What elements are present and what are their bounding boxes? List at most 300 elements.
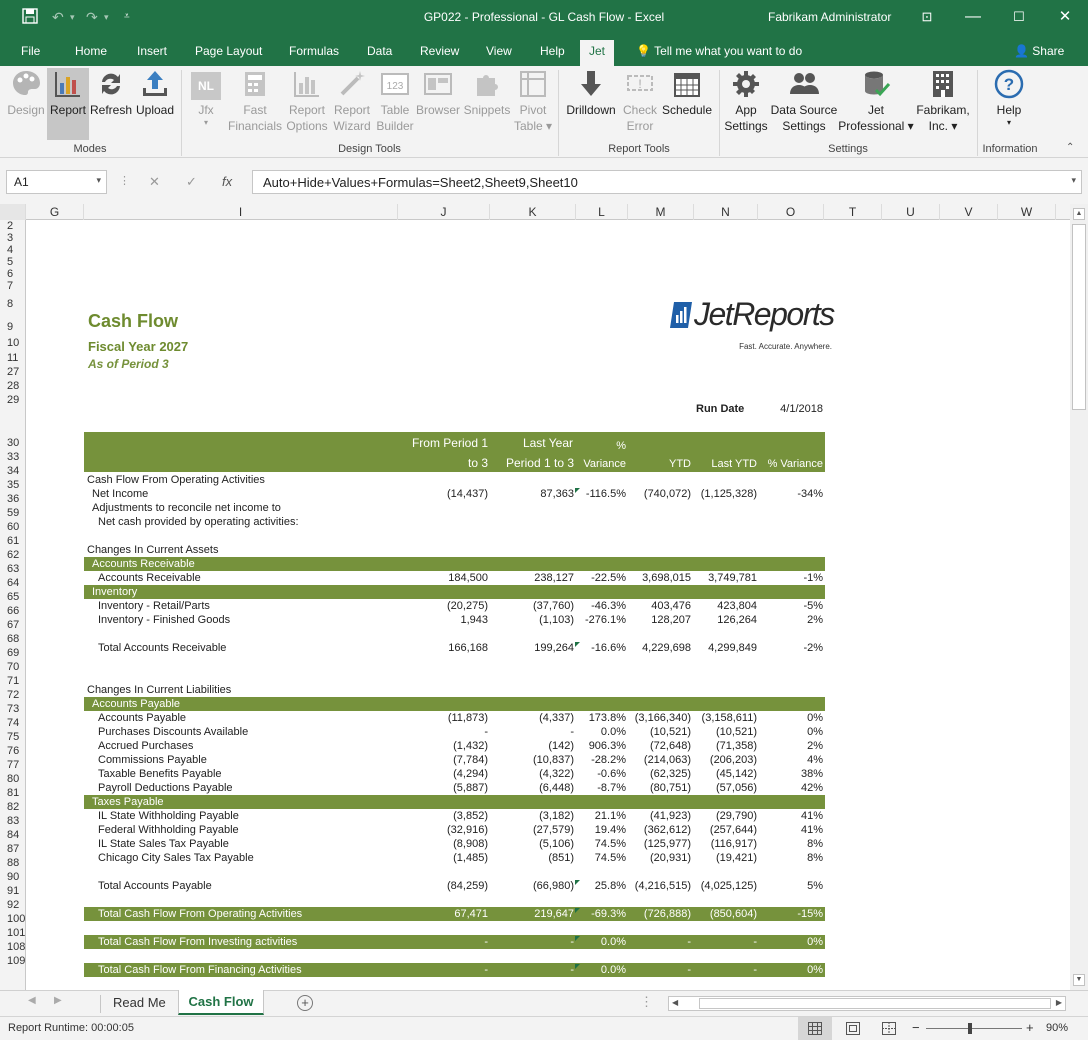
ribbon-tab-bar — [0, 36, 1088, 66]
tab-insert[interactable]: Insert — [137, 44, 168, 58]
row-header[interactable]: 29 — [7, 394, 20, 406]
row-header[interactable]: 82 — [7, 801, 20, 813]
value-cell-l: 173.8% — [588, 712, 626, 724]
row-header[interactable]: 3 — [7, 232, 14, 244]
data-source-settings-label-1: Data Source — [770, 103, 838, 117]
row-header[interactable]: 75 — [7, 731, 20, 743]
worksheet[interactable] — [26, 220, 1070, 990]
value-cell-k: 199,264 — [534, 642, 574, 654]
zoom-slider-thumb[interactable] — [968, 1023, 972, 1034]
row-header[interactable]: 100 — [7, 913, 26, 925]
row-header[interactable]: 70 — [7, 661, 20, 673]
run-date-label: Run Date — [696, 403, 745, 415]
value-cell-n: (116,917) — [710, 838, 757, 850]
jet-professional-button[interactable] — [838, 68, 914, 140]
value-cell-n: (10,521) — [716, 726, 757, 738]
column-header-o[interactable]: O — [758, 204, 824, 220]
value-cell-l: -28.2% — [591, 754, 626, 766]
jetreports-logo-icon — [670, 302, 692, 328]
value-cell-m: (740,072) — [643, 488, 691, 500]
row-header[interactable]: 28 — [7, 380, 20, 392]
enter-icon[interactable]: ✓ — [186, 174, 197, 189]
line-label: Adjustments to reconcile net income to — [92, 502, 281, 514]
value-cell-l: -0.6% — [597, 768, 626, 780]
header-variance: Variance — [583, 458, 626, 470]
section-band — [84, 795, 825, 809]
column-header-n[interactable]: N — [694, 204, 758, 220]
cancel-icon[interactable]: ✕ — [149, 174, 160, 189]
value-cell-o: 38% — [800, 768, 823, 780]
value-cell-m: - — [687, 936, 691, 948]
value-cell-m: (4,216,515) — [634, 880, 691, 892]
tab-jet[interactable]: Jet — [580, 40, 614, 66]
tab-data[interactable]: Data — [367, 44, 393, 58]
value-cell-m: 4,229,698 — [642, 642, 691, 654]
row-header[interactable]: 62 — [7, 549, 20, 561]
bar-chart-icon — [52, 68, 84, 100]
down-arrow-icon — [575, 68, 607, 100]
value-cell-n: (45,142) — [716, 768, 757, 780]
row-header[interactable]: 33 — [7, 451, 20, 463]
row-header[interactable]: 67 — [7, 619, 20, 631]
lightbulb-icon: 💡 — [636, 44, 651, 58]
row-header[interactable]: 4 — [7, 244, 14, 256]
svg-text:?: ? — [1003, 75, 1015, 94]
error-indicator-icon[interactable] — [575, 880, 580, 885]
row-header[interactable]: 83 — [7, 815, 20, 827]
help-dropdown-icon: ▾ — [1006, 118, 1011, 127]
page-break-view-icon — [882, 1022, 896, 1035]
row-header[interactable]: 9 — [7, 321, 14, 333]
browser-button[interactable] — [416, 68, 460, 140]
report-options-label-2: Options — [286, 119, 328, 133]
line-label: Accounts Receivable — [98, 572, 201, 584]
name-box[interactable] — [6, 170, 107, 194]
row-header[interactable]: 8 — [7, 298, 14, 310]
person-icon: 👤 — [1014, 44, 1029, 58]
next-sheet-icon[interactable]: ▶ — [54, 995, 62, 1006]
tab-home[interactable]: Home — [75, 44, 108, 58]
row-header[interactable]: 5 — [7, 256, 14, 268]
value-cell-m: 3,698,015 — [642, 572, 691, 584]
tab-help[interactable]: Help — [540, 44, 565, 58]
value-cell-o: 0% — [807, 726, 823, 738]
value-cell-k: (10,837) — [533, 754, 574, 766]
scroll-down-icon[interactable]: ▼ — [1073, 974, 1085, 986]
title-bar — [0, 0, 1088, 36]
column-header-l[interactable]: L — [576, 204, 628, 220]
puzzle-icon — [471, 68, 503, 100]
window-title: GP022 - Professional - GL Cash Flow - Excel — [423, 10, 665, 24]
prev-sheet-icon[interactable]: ◀ — [28, 995, 36, 1006]
value-cell-k: - — [570, 726, 574, 738]
row-header[interactable]: 71 — [7, 675, 20, 687]
line-label: Accrued Purchases — [98, 740, 194, 752]
scroll-up-icon[interactable]: ▲ — [1073, 208, 1085, 220]
undo-icon[interactable]: ↶ — [52, 9, 64, 25]
row-header[interactable]: 80 — [7, 773, 20, 785]
pivot-table-icon — [517, 68, 549, 100]
row-header[interactable]: 11 — [7, 352, 19, 364]
value-cell-n: (257,644) — [709, 824, 757, 836]
value-cell-k: (37,760) — [533, 600, 574, 612]
browser-label: Browser — [416, 103, 461, 117]
value-cell-k: (6,448) — [539, 782, 574, 794]
row-header[interactable]: 91 — [7, 885, 20, 897]
report-wizard-label-2: Wizard — [333, 119, 371, 133]
column-header-w[interactable]: W — [998, 204, 1056, 220]
table-builder-label-2: Builder — [376, 119, 414, 133]
value-cell-l: 0.0% — [600, 964, 626, 976]
minimize-button[interactable]: — — [965, 8, 981, 25]
fast-financials-label-1: Fast — [243, 103, 267, 117]
value-cell-l: 74.5% — [594, 838, 626, 850]
palette-icon — [10, 68, 42, 100]
value-cell-j: (8,908) — [453, 838, 488, 850]
refresh-button[interactable] — [90, 68, 132, 140]
zoom-out-icon[interactable]: − — [912, 1020, 920, 1035]
header-from-period-line2: to 3 — [467, 456, 488, 470]
row-header[interactable]: 108 — [7, 941, 26, 953]
help-label: Help — [996, 103, 1022, 117]
help-button[interactable] — [986, 68, 1032, 140]
sheet-tab-read-me[interactable]: Read Me — [113, 995, 166, 1010]
value-cell-n: 3,749,781 — [708, 572, 757, 584]
value-cell-o: 2% — [807, 740, 823, 752]
row-header[interactable]: 36 — [7, 493, 20, 505]
row-header[interactable]: 69 — [7, 647, 20, 659]
more-options-icon: ⋮ — [119, 175, 130, 187]
row-header[interactable]: 90 — [7, 871, 20, 883]
value-cell-m: (3,166,340) — [634, 712, 691, 724]
data-source-settings-label-2: Settings — [782, 119, 826, 133]
value-cell-o: -5% — [803, 600, 823, 612]
total-label: Total Cash Flow From Investing activities — [98, 936, 298, 948]
app-settings-label-1: App — [735, 103, 757, 117]
row-header[interactable]: 61 — [7, 535, 20, 547]
value-cell-o: 0% — [807, 964, 823, 976]
line-label: Accounts Payable — [98, 712, 187, 724]
zoom-slider-track[interactable] — [926, 1028, 1022, 1029]
tell-me-search[interactable] — [636, 44, 802, 58]
app-settings-label-2: Settings — [724, 119, 768, 133]
report-button[interactable] — [47, 68, 89, 140]
magic-wand-icon — [336, 68, 368, 100]
value-cell-n: 423,804 — [717, 600, 757, 612]
collapse-ribbon-icon[interactable]: ⌃ — [1066, 142, 1075, 153]
row-header[interactable]: 60 — [7, 521, 20, 533]
company-label-2: Inc. ▾ — [928, 119, 958, 133]
database-check-icon — [860, 68, 892, 100]
design-label: Design — [7, 103, 45, 117]
jfx-dropdown-icon: ▾ — [203, 118, 208, 127]
value-cell-j: (1,485) — [453, 852, 488, 864]
tab-review[interactable]: Review — [420, 44, 460, 58]
row-header[interactable]: 109 — [7, 955, 26, 967]
value-cell-j: (20,275) — [447, 600, 488, 612]
value-cell-n: 126,264 — [717, 614, 757, 626]
row-header[interactable]: 77 — [7, 759, 20, 771]
row-header[interactable]: 7 — [7, 280, 14, 292]
share-button[interactable] — [1014, 44, 1064, 58]
calendar-icon — [671, 68, 703, 100]
tab-split-handle-icon[interactable]: ⋮ — [640, 994, 653, 1009]
row-header[interactable]: 2 — [7, 220, 14, 232]
value-cell-o: 5% — [807, 880, 823, 892]
report-subtitle: Fiscal Year 2027 — [88, 339, 189, 354]
column-header-u[interactable]: U — [882, 204, 940, 220]
tab-page-layout[interactable]: Page Layout — [195, 44, 263, 58]
value-cell-k: 238,127 — [534, 572, 574, 584]
value-cell-n: - — [753, 936, 757, 948]
name-box-dropdown-icon[interactable]: ▾ — [96, 175, 101, 185]
row-header[interactable]: 63 — [7, 563, 20, 575]
value-cell-k: (142) — [548, 740, 574, 752]
value-cell-m: (125,977) — [643, 838, 691, 850]
table-builder-icon — [379, 68, 411, 100]
fast-financials-label-2: Financials — [228, 119, 283, 133]
row-header[interactable]: 6 — [7, 268, 14, 280]
users-icon — [788, 68, 820, 100]
jet-professional-label-2: Professional ▾ — [838, 119, 914, 133]
nl-button[interactable] — [186, 68, 226, 140]
design-button[interactable] — [6, 68, 46, 140]
value-cell-j: (4,294) — [453, 768, 488, 780]
value-cell-k: (1,103) — [539, 614, 574, 626]
expand-formula-bar-icon[interactable]: ▾ — [1071, 175, 1076, 185]
header-pct-symbol: % — [616, 440, 626, 452]
section-label: Inventory — [92, 586, 138, 598]
pivot-table-label-1: Pivot — [519, 103, 547, 117]
drilldown-button[interactable] — [562, 68, 620, 140]
report-period: As of Period 3 — [88, 357, 169, 371]
value-cell-m: (80,751) — [650, 782, 691, 794]
select-all-corner[interactable] — [0, 204, 26, 220]
line-label: Changes In Current Assets — [87, 544, 219, 556]
jet-professional-label-1: Jet — [867, 103, 884, 117]
scroll-left-icon[interactable]: ◀ — [672, 998, 679, 1007]
row-header[interactable]: 76 — [7, 745, 20, 757]
tell-me-text: Tell me what you want to do — [654, 44, 803, 58]
check-error-button[interactable] — [620, 68, 660, 140]
total-label: Total Cash Flow From Financing Activities — [98, 964, 302, 976]
value-cell-j: (3,852) — [453, 810, 488, 822]
row-header[interactable]: 10 — [7, 337, 20, 349]
row-headers — [0, 220, 26, 990]
report-options-button[interactable] — [284, 68, 330, 140]
value-cell-n: (29,790) — [716, 810, 757, 822]
line-label: IL State Withholding Payable — [98, 810, 239, 822]
maximize-button[interactable]: ☐ — [1013, 9, 1025, 24]
report-wizard-label-1: Report — [333, 103, 371, 117]
row-header[interactable]: 34 — [7, 465, 20, 477]
header-last-year-line1: Last Year — [522, 436, 573, 450]
tab-view[interactable]: View — [486, 44, 512, 58]
value-cell-o: -1% — [803, 572, 823, 584]
snippets-button[interactable] — [462, 68, 512, 140]
value-cell-k: 87,363 — [540, 488, 574, 500]
upload-icon — [139, 68, 171, 100]
scroll-right-icon[interactable]: ▶ — [1055, 998, 1062, 1007]
group-label-settings: Settings — [828, 143, 868, 155]
value-cell-j: (84,259) — [447, 880, 488, 892]
total-label: Total Cash Flow From Operating Activities — [98, 908, 303, 920]
value-cell-m: (41,923) — [650, 810, 691, 822]
row-header[interactable]: 101 — [7, 927, 26, 939]
nl-icon: NL — [191, 72, 221, 100]
app-settings-button[interactable] — [722, 68, 770, 140]
value-cell-l: -8.7% — [597, 782, 626, 794]
column-header-k[interactable]: K — [490, 204, 576, 220]
report-runtime: Report Runtime: 00:00:05 — [8, 1022, 134, 1034]
value-cell-n: 4,299,849 — [708, 642, 757, 654]
value-cell-k: (5,106) — [539, 838, 574, 850]
line-label: Federal Withholding Payable — [98, 824, 239, 836]
zoom-level[interactable]: 90% — [1046, 1022, 1069, 1034]
header-last-year-line2: Period 1 to 3 — [505, 456, 574, 470]
upload-label: Upload — [135, 103, 175, 117]
error-indicator-icon[interactable] — [575, 936, 580, 941]
sheet-tab-cash-flow[interactable]: Cash Flow — [178, 990, 264, 1015]
table-builder-label-1: Table — [380, 103, 410, 117]
customize-qat-icon[interactable]: ⩡ — [124, 11, 130, 22]
value-cell-m: (726,888) — [643, 908, 691, 920]
section-band — [84, 697, 825, 711]
group-label-report-tools: Report Tools — [608, 143, 670, 155]
row-header[interactable]: 87 — [7, 843, 20, 855]
row-header[interactable]: 59 — [7, 507, 20, 519]
tab-formulas[interactable]: Formulas — [289, 44, 340, 58]
value-cell-j: (1,432) — [453, 740, 488, 752]
formula-input[interactable] — [252, 170, 1082, 194]
svg-text:!: ! — [638, 77, 642, 91]
row-header[interactable]: 64 — [7, 577, 20, 589]
column-header-t[interactable]: T — [824, 204, 882, 220]
table-builder-button[interactable] — [374, 68, 416, 140]
page-break-view-button[interactable] — [874, 1017, 904, 1040]
value-cell-m: 403,476 — [651, 600, 691, 612]
row-header[interactable]: 92 — [7, 899, 20, 911]
value-cell-o: 8% — [807, 852, 823, 864]
column-header-i[interactable]: I — [84, 204, 398, 220]
formula-bar — [0, 158, 1088, 204]
building-icon — [927, 68, 959, 100]
row-header[interactable]: 27 — [7, 366, 20, 378]
zoom-in-icon[interactable]: + — [1026, 1020, 1034, 1035]
upload-button[interactable] — [134, 68, 176, 140]
new-sheet-icon[interactable]: + — [297, 995, 313, 1011]
report-wizard-button[interactable] — [330, 68, 374, 140]
undo-dropdown-icon[interactable]: ▾ — [70, 12, 75, 22]
value-cell-l: -16.6% — [591, 642, 626, 654]
row-header[interactable]: 66 — [7, 605, 20, 617]
value-cell-m: (62,325) — [650, 768, 691, 780]
check-error-icon — [624, 68, 656, 100]
row-header[interactable]: 35 — [7, 479, 20, 491]
value-cell-j: (5,887) — [453, 782, 488, 794]
schedule-button[interactable] — [660, 68, 714, 140]
line-label: Payroll Deductions Payable — [98, 782, 233, 794]
value-cell-o: -2% — [803, 642, 823, 654]
line-label: IL State Sales Tax Payable — [98, 838, 229, 850]
pivot-table-button[interactable] — [512, 68, 554, 140]
row-header[interactable]: 65 — [7, 591, 20, 603]
tab-file[interactable]: File — [21, 44, 41, 58]
page-layout-view-button[interactable] — [838, 1017, 868, 1040]
redo-icon[interactable]: ↷ — [86, 9, 98, 25]
column-header-v[interactable]: V — [940, 204, 998, 220]
line-label: Changes In Current Liabilities — [87, 684, 232, 696]
normal-view-button[interactable] — [798, 1017, 832, 1040]
error-indicator-icon[interactable] — [575, 642, 580, 647]
error-indicator-icon[interactable] — [575, 908, 580, 913]
section-label: Taxes Payable — [92, 796, 164, 808]
row-header[interactable]: 74 — [7, 717, 20, 729]
horizontal-scroll-thumb[interactable] — [699, 998, 1051, 1009]
section-band — [84, 585, 825, 599]
row-header[interactable]: 81 — [7, 787, 20, 799]
sheet-tab-strip — [0, 990, 1088, 1016]
value-cell-j: (11,873) — [447, 712, 488, 724]
row-header[interactable]: 73 — [7, 703, 20, 715]
value-cell-m: - — [687, 964, 691, 976]
row-header[interactable]: 88 — [7, 857, 20, 869]
report-options-label-1: Report — [288, 103, 326, 117]
column-header-j[interactable]: J — [398, 204, 490, 220]
line-label: Net cash provided by operating activities: — [98, 516, 299, 528]
data-source-settings-button[interactable] — [770, 68, 838, 140]
jetreports-wordmark: JetReports — [694, 296, 834, 332]
value-cell-o: 41% — [800, 824, 823, 836]
vertical-scroll-thumb[interactable] — [1072, 224, 1086, 410]
row-header[interactable]: 30 — [7, 437, 20, 449]
section-band — [84, 557, 825, 571]
ribbon-display-options-icon[interactable]: ⊡ — [921, 9, 933, 24]
check-error-label-2: Error — [626, 119, 654, 133]
insert-function-icon[interactable]: fx — [222, 174, 233, 189]
redo-dropdown-icon[interactable]: ▾ — [104, 12, 109, 22]
value-cell-k: (27,579) — [533, 824, 574, 836]
value-cell-n: (71,358) — [716, 740, 757, 752]
vertical-scrollbar[interactable] — [1070, 204, 1088, 990]
horizontal-scrollbar[interactable] — [668, 996, 1066, 1011]
company-button[interactable] — [914, 68, 972, 140]
pivot-table-label-2: Table ▾ — [513, 119, 553, 133]
column-header-g[interactable]: G — [26, 204, 84, 220]
line-label: Chicago City Sales Tax Payable — [98, 852, 254, 864]
column-header-m[interactable]: M — [628, 204, 694, 220]
user-name[interactable]: Fabrikam Administrator — [768, 10, 892, 24]
fast-financials-button[interactable] — [228, 68, 282, 140]
row-header[interactable]: 72 — [7, 689, 20, 701]
jetreports-logo — [668, 296, 840, 356]
value-cell-l: -116.5% — [585, 488, 626, 500]
value-cell-o: 0% — [807, 712, 823, 724]
value-cell-m: (10,521) — [650, 726, 691, 738]
value-cell-l: 19.4% — [594, 824, 626, 836]
status-bar — [0, 1016, 1088, 1040]
column-headers — [0, 204, 1070, 220]
error-indicator-icon[interactable] — [575, 488, 580, 493]
close-button[interactable]: ✕ — [1058, 8, 1072, 25]
row-header[interactable]: 68 — [7, 633, 20, 645]
value-cell-o: -34% — [797, 488, 823, 500]
row-header[interactable]: 84 — [7, 829, 20, 841]
value-cell-n: (3,158,611) — [701, 712, 757, 724]
line-label: Inventory - Retail/Parts — [98, 600, 210, 612]
value-cell-j: 67,471 — [454, 908, 488, 920]
error-indicator-icon[interactable] — [575, 964, 580, 969]
